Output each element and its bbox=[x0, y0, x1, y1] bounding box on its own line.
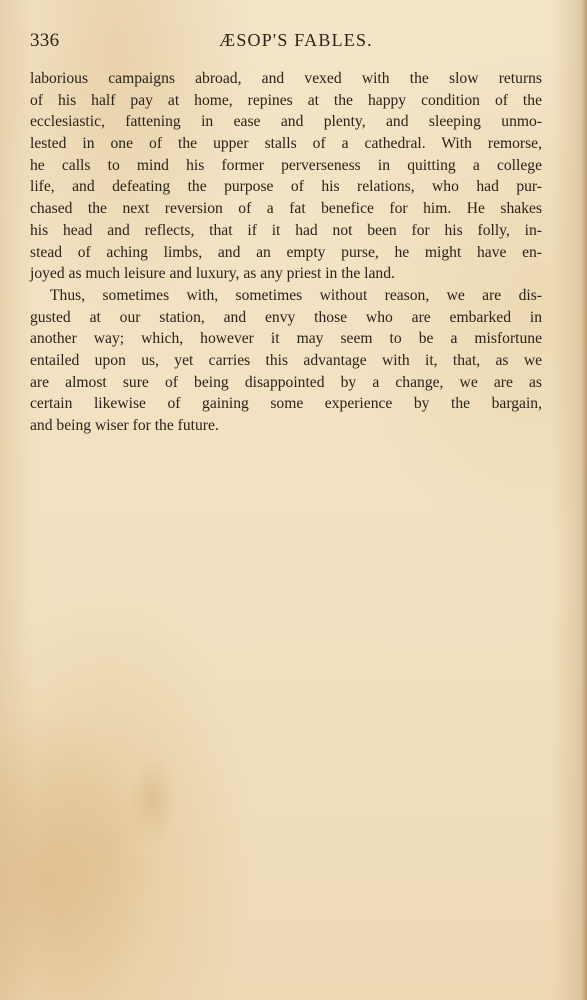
page-header bbox=[30, 30, 542, 58]
paragraph-1 bbox=[30, 68, 542, 285]
page-edge-shadow bbox=[581, 0, 587, 1000]
paragraph-2 bbox=[30, 285, 542, 437]
text-line: he calls to mind his former perverseness in quitting a college bbox=[30, 156, 542, 174]
text-line: Thus, sometimes with, sometimes without reason, we are dis- bbox=[50, 286, 542, 304]
text-line: chased the next reversion of a fat benefice for him. He shakes bbox=[30, 200, 542, 218]
page-number: 336 bbox=[30, 30, 60, 51]
text-line: joyed as much leisure and luxury, as any priest in the land. bbox=[30, 265, 395, 283]
text-line: his head and reflects, that if it had not been for his folly, in- bbox=[30, 221, 542, 239]
text-line: another way; which, however it may seem to be a misfortune bbox=[30, 330, 542, 348]
text-line: certain likewise of gaining some experience by the bargain, bbox=[30, 395, 542, 413]
body-text bbox=[30, 68, 542, 437]
text-line: and being wiser for the future. bbox=[30, 417, 219, 434]
text-line: ecclesiastic, fattening in ease and plenty, and sleeping unmo- bbox=[30, 113, 542, 131]
text-line: are almost sure of being disappointed by a change, we are as bbox=[30, 373, 542, 391]
text-line: life, and defeating the purpose of his relations, who had pur- bbox=[30, 178, 542, 196]
text-line: entailed upon us, yet carries this advantage with it, that, as we bbox=[30, 351, 542, 369]
text-line: laborious campaigns abroad, and vexed with the slow returns bbox=[30, 70, 542, 87]
text-line: gusted at our station, and envy those who are embarked in bbox=[30, 308, 542, 326]
text-line: stead of aching limbs, and an empty purse, he might have en- bbox=[30, 243, 542, 261]
running-head: ÆSOP'S FABLES. bbox=[219, 30, 373, 50]
text-line: of his half pay at home, repines at the happy condition of the bbox=[30, 91, 542, 109]
text-line: lested in one of the upper stalls of a cathedral. With remorse, bbox=[30, 135, 542, 153]
